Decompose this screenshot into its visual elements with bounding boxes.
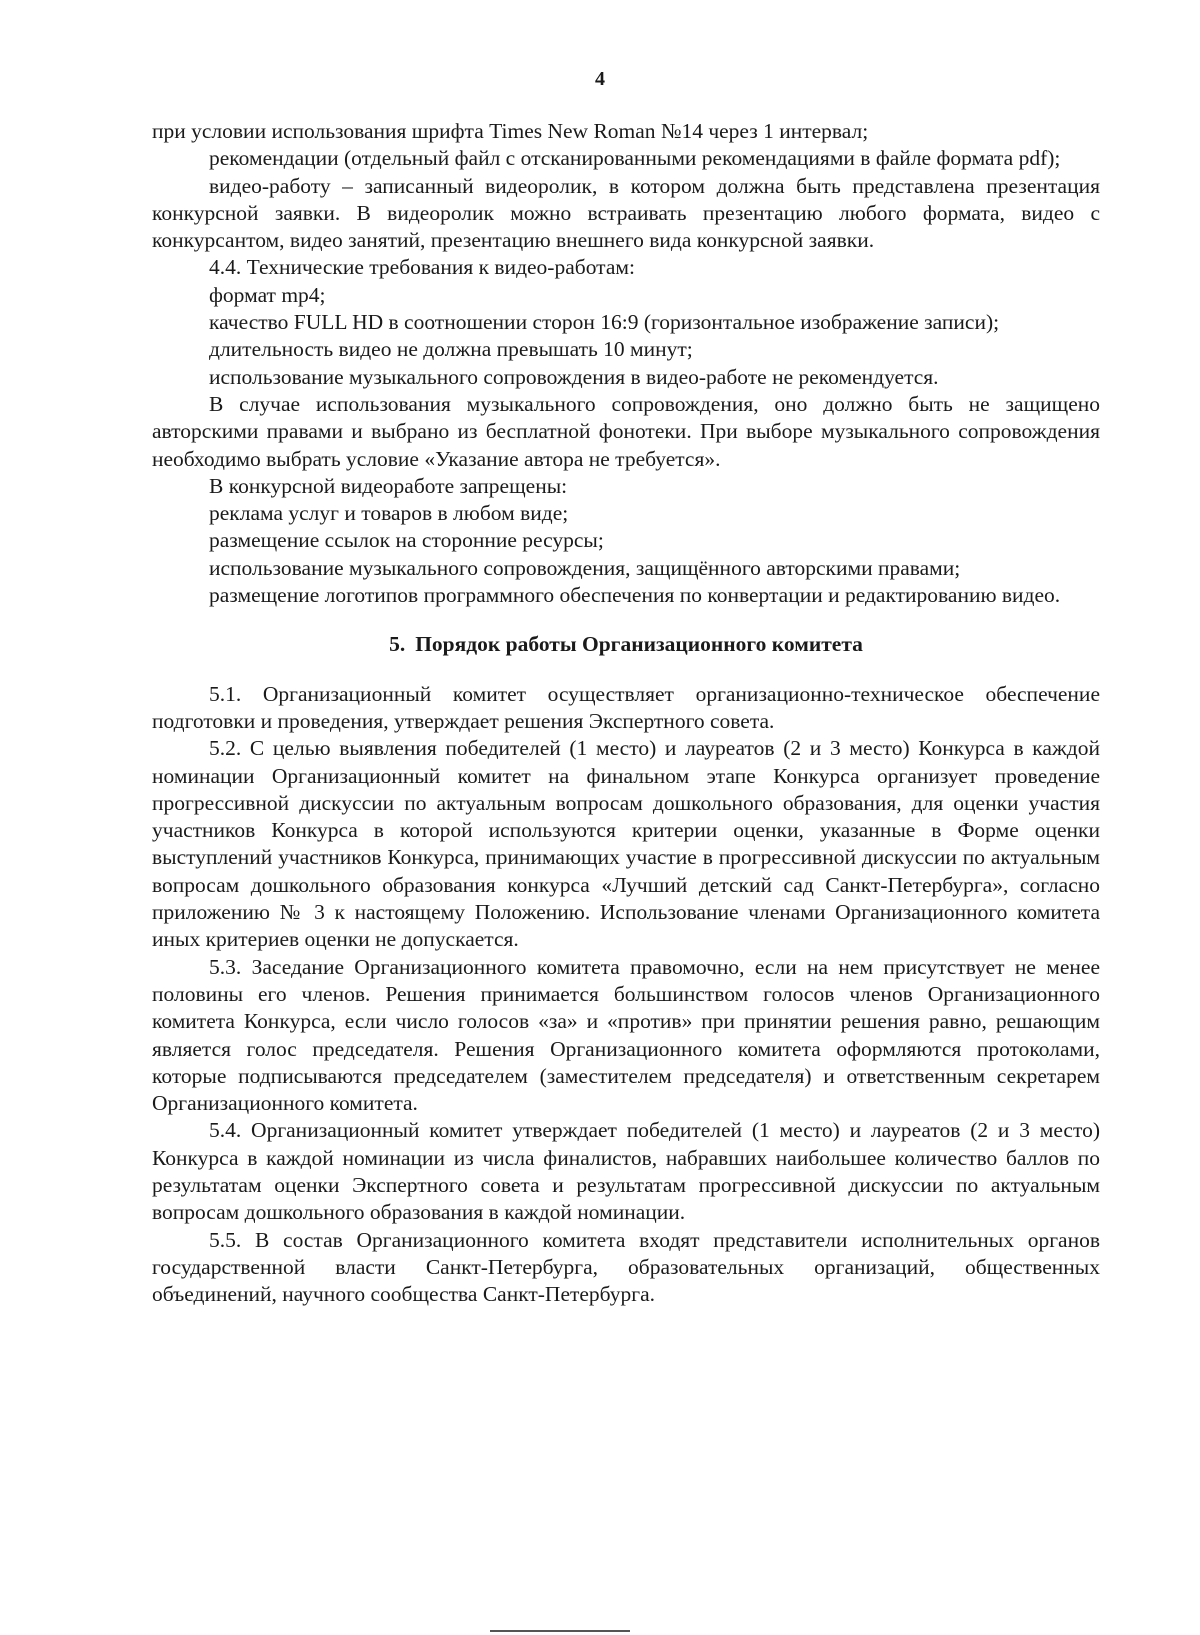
paragraph: рекомендации (отдельный файл с отсканированными рекомендациями в файле формата pdf); [209,146,1061,171]
page-number: 4 [595,68,605,90]
document-body [152,118,1100,1308]
paragraph: 5.3. Заседание Организационного комитета правомочно, если на нем присутствует не менее половины его членов. Решения принимается большинством голосов членов Организационного комитета Конкурса, если число голосов «за» и «против» при принятии решения равно, решающим является голос председателя. Решения Организационного комитета оформляются протоколами, которые подписываются председателем (заместителем председателя) и ответственным секретарем Организационного комитета. [152,954,1100,1116]
section-title: Порядок работы Организационного комитета [415,632,863,657]
list-item: размещение ссылок на сторонние ресурсы; [209,528,604,553]
list-item: использование музыкального сопровождения, защищённого авторскими правами; [209,555,961,580]
section-heading [152,631,1100,658]
paragraph: 4.4. Технические требования к видео-работам: [209,255,635,280]
footer-divider [490,1630,630,1632]
list-item: качество FULL HD в соотношении сторон 16:9 (горизонтальное изображение записи); [209,310,1000,335]
paragraph: В случае использования музыкального сопровождения, оно должно быть не защищено авторскими правами и выбрано из бесплатной фонотеки. При выборе музыкального сопровождения необходимо выбрать условие «Указание автора не требуется». [152,391,1100,471]
list-item: реклама услуг и товаров в любом виде; [209,501,569,526]
paragraph: видео-работу – записанный видеоролик, в котором должна быть представлена презентация конкурсной заявки. В видеоролик можно встраивать презентацию любого формата, видео с конкурсантом, видео занятий, презентацию внешнего вида конкурсной заявки. [152,173,1100,253]
paragraph: 5.1. Организационный комитет осуществляет организационно-техническое обеспечение подготовки и проведения, утверждает решения Экспертного совета. [152,681,1100,733]
paragraph: 5.5. В состав Организационного комитета входят представители исполнительных органов государственной власти Санкт-Петербурга, образовательных организаций, общественных объединений, научного сообщества Санкт-Петербурга. [152,1227,1100,1307]
list-item: использование музыкального сопровождения в видео-работе не рекомендуется. [209,364,939,389]
list-item: размещение логотипов программного обеспечения по конвертации и редактированию видео. [209,583,1061,608]
paragraph: 5.2. С целью выявления победителей (1 место) и лауреатов (2 и 3 место) Конкурса в каждой номинации Организационный комитет на финальном этапе Конкурса организует проведение прогрессивной дискуссии по актуальным вопросам дошкольного образования, для оценки участия участников Конкурса в которой используются критерии оценки, указанные в Форме оценки выступлений участников Конкурса, принимающих участие в прогрессивной дискуссии по актуальным вопросам дошкольного образования конкурса «Лучший детский сад Санкт-Петербурга», согласно приложению № 3 к настоящему Положению. Использование членами Организационного комитета иных критериев оценки не допускается. [152,736,1100,952]
paragraph: 5.4. Организационный комитет утверждает победителей (1 место) и лауреатов (2 и 3 место) Конкурса в каждой номинации из числа финалистов, набравших наибольшее количество баллов по результатам оценки Экспертного совета и результатам прогрессивной дискуссии по актуальным вопросам дошкольного образования в каждой номинации. [152,1118,1100,1225]
paragraph: при условии использования шрифта Times New Roman №14 через 1 интервал; [152,119,869,143]
list-item: формат mp4; [209,282,326,307]
paragraph: В конкурсной видеоработе запрещены: [209,473,568,498]
list-item: длительность видео не должна превышать 10 минут; [209,337,693,362]
section-number: 5. [389,632,406,657]
